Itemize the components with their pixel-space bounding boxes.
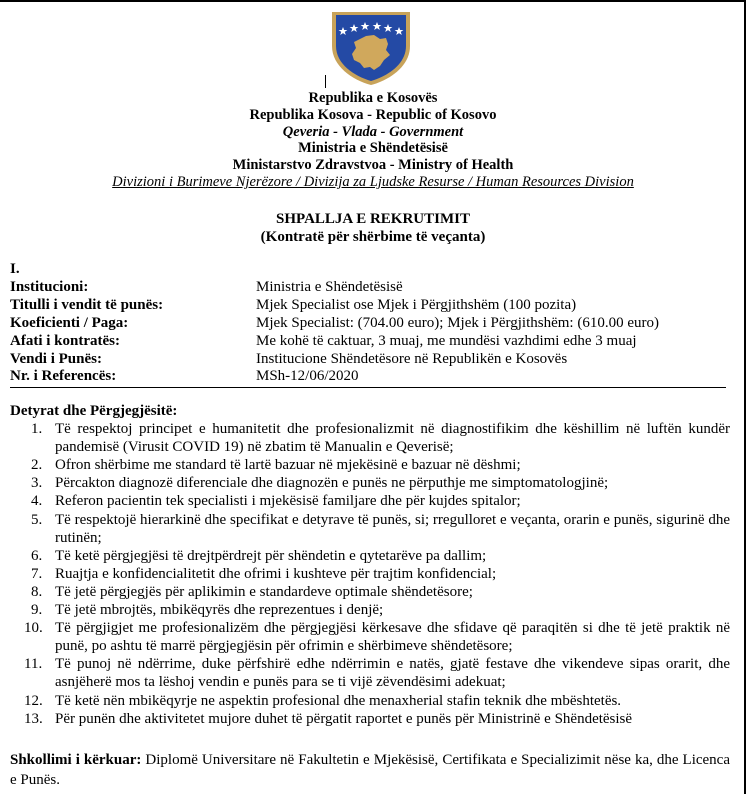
- text-cursor: [325, 75, 326, 88]
- duties-heading: Detyrat dhe Përgjegjësitë:: [10, 403, 178, 419]
- list-item: [10, 619, 730, 655]
- education-text: Diplomë Universitare në Fakultetin e Mjekësisë, Certifikata e Specializimit nëse ka, dhe Licenca e Punës.: [10, 752, 731, 788]
- document-header: [0, 90, 746, 191]
- list-number: 6.: [31, 547, 43, 564]
- announcement-title: SHPALLJA E REKRUTIMIT: [276, 211, 470, 227]
- list-text: Të ketë nën mbikëqyrje ne aspektin profesional dhe menaxherial stafin teknik dhe mbështetës.: [55, 692, 622, 709]
- list-text: Të respektojë hierarkinë dhe specifikat e detyrave të punës, si; rregulloret e veçanta, orarin e punës, sigurinë dhe rutinën;: [55, 511, 730, 546]
- field-value: Institucione Shëndetësore në Republikën e Kosovës: [256, 350, 568, 367]
- header-ministry-serbian-english: Ministarstvo Zdravstvoa - Ministry of Health: [232, 157, 514, 174]
- duties-list: [10, 420, 730, 728]
- field-label: Titulli i vendit të punës:: [10, 296, 164, 313]
- list-number: 9.: [31, 602, 43, 619]
- list-number: 2.: [31, 457, 43, 474]
- list-number: 10.: [24, 620, 43, 637]
- list-item: [10, 583, 730, 601]
- page-top-border: [0, 0, 744, 2]
- announcement-title-block: [0, 210, 746, 246]
- list-item: [10, 565, 730, 583]
- list-number: 11.: [24, 656, 43, 673]
- list-text: Të ketë përgjegjësi të drejtpërdrejt për shëndetin e qytetarëve pa dallim;: [55, 547, 487, 564]
- list-number: 13.: [24, 710, 43, 727]
- header-republic-albanian: Republika e Kosovës: [308, 90, 438, 106]
- list-text: Ruajtja e konfidencialitetit dhe ofrimi i kushteve për trajtim konfidencial;: [55, 565, 497, 582]
- list-item: [10, 692, 730, 710]
- position-details-section: [10, 261, 726, 388]
- list-text: Referon pacientin tek specialisti i mjekësisë familjare dhe për kujdes spitalor;: [55, 493, 521, 510]
- list-item: [10, 655, 730, 691]
- list-number: 3.: [31, 475, 43, 492]
- field-row-reference-number: [10, 368, 726, 388]
- field-value: Me kohë të caktuar, 3 muaj, me mundësi vazhdimi edhe 3 muaj: [256, 332, 637, 349]
- header-division: Divizioni i Burimeve Njerëzore / Divizija za Ljudske Resurse / Human Resources Division: [112, 173, 634, 190]
- field-row-institution: [10, 279, 726, 297]
- field-label: Institucioni:: [10, 278, 89, 295]
- field-row-contract-term: [10, 333, 726, 351]
- list-number: 4.: [31, 493, 43, 510]
- field-label: Vendi i Punës:: [10, 350, 102, 367]
- list-item: [10, 456, 730, 474]
- duties-section: [10, 402, 730, 728]
- field-value: MSh-12/06/2020: [256, 368, 359, 385]
- field-label: Afati i kontratës:: [10, 332, 120, 349]
- list-text: Të respektoj principet e humanitetit dhe profesionalizmit në diagnostifikim dhe këshillim në luftën kundër pandemisë (Virusit COVID 19) në zbatim të Manualin e Qeverisë;: [55, 421, 730, 456]
- field-value: Mjek Specialist ose Mjek i Përgjithshëm (100 pozita): [256, 296, 577, 313]
- list-number: 7.: [31, 565, 43, 582]
- list-text: Të jetë përgjegjës për aplikimin e standardeve optimale shëndetësore;: [55, 583, 473, 600]
- list-number: 5.: [31, 511, 43, 528]
- field-value: Mjek Specialist: (704.00 euro); Mjek i Përgjithshëm: (610.00 euro): [256, 314, 659, 331]
- list-item: [10, 547, 730, 565]
- list-text: Të jetë mbrojtës, mbikëqyrës dhe reprezentues i denjë;: [55, 602, 384, 619]
- list-item: [10, 710, 730, 728]
- list-text: Të punoj në ndërrime, duke përfshirë edhe ndërrimin e natës, gjatë festave dhe vikendeve sipas orarit, dhe asnjëherë mos ta lëshoj vendin e punës para se ti vijë zëvendësimi adekuat;: [55, 656, 730, 691]
- list-text: Të përgjigjet me profesionalizëm dhe përgjegjësi kërkesave dhe sfidave që paraqitën si dhe të jetë praktik në punë, po ashtu të marrë përgjegjësin për ofrimin e shërbimeve shëndetësore;: [55, 620, 730, 655]
- header-ministry-albanian: Ministria e Shëndetësisë: [298, 140, 448, 157]
- kosovo-coat-of-arms-icon: [326, 8, 416, 86]
- announcement-subtitle: (Kontratë për shërbime të veçanta): [260, 229, 486, 245]
- field-row-workplace: [10, 351, 726, 369]
- list-number: 12.: [24, 692, 43, 709]
- section-number: I.: [10, 261, 20, 277]
- field-value: Ministria e Shëndetësisë: [256, 278, 403, 295]
- list-text: Përcakton diagnozë diferenciale dhe diagnozën e punës ne përputhje me simptomatologjinë;: [55, 475, 609, 492]
- list-item: [10, 601, 730, 619]
- header-republic-serbian-english: Republika Kosova - Republic of Kosovo: [249, 106, 497, 123]
- list-number: 1.: [31, 421, 43, 438]
- list-number: 8.: [31, 583, 43, 600]
- field-row-job-title: [10, 297, 726, 315]
- header-government: Qeveria - Vlada - Government: [282, 123, 464, 140]
- field-label: Nr. i Referencës:: [10, 368, 117, 385]
- field-row-salary: [10, 315, 726, 333]
- list-item: [10, 511, 730, 547]
- list-item: [10, 420, 730, 456]
- list-text: Për punën dhe aktivitetet mujore duhet të përgatit raportet e punës për Ministrinë e Shëndetësisë: [55, 710, 633, 727]
- list-item: [10, 474, 730, 492]
- education-requirement: [10, 750, 730, 790]
- education-label: Shkollimi i kërkuar:: [10, 752, 142, 768]
- field-label: Koeficienti / Paga:: [10, 314, 129, 331]
- list-item: [10, 492, 730, 510]
- list-text: Ofron shërbime me standard të lartë bazuar në mjekësinë e bazuar në dëshmi;: [55, 457, 521, 474]
